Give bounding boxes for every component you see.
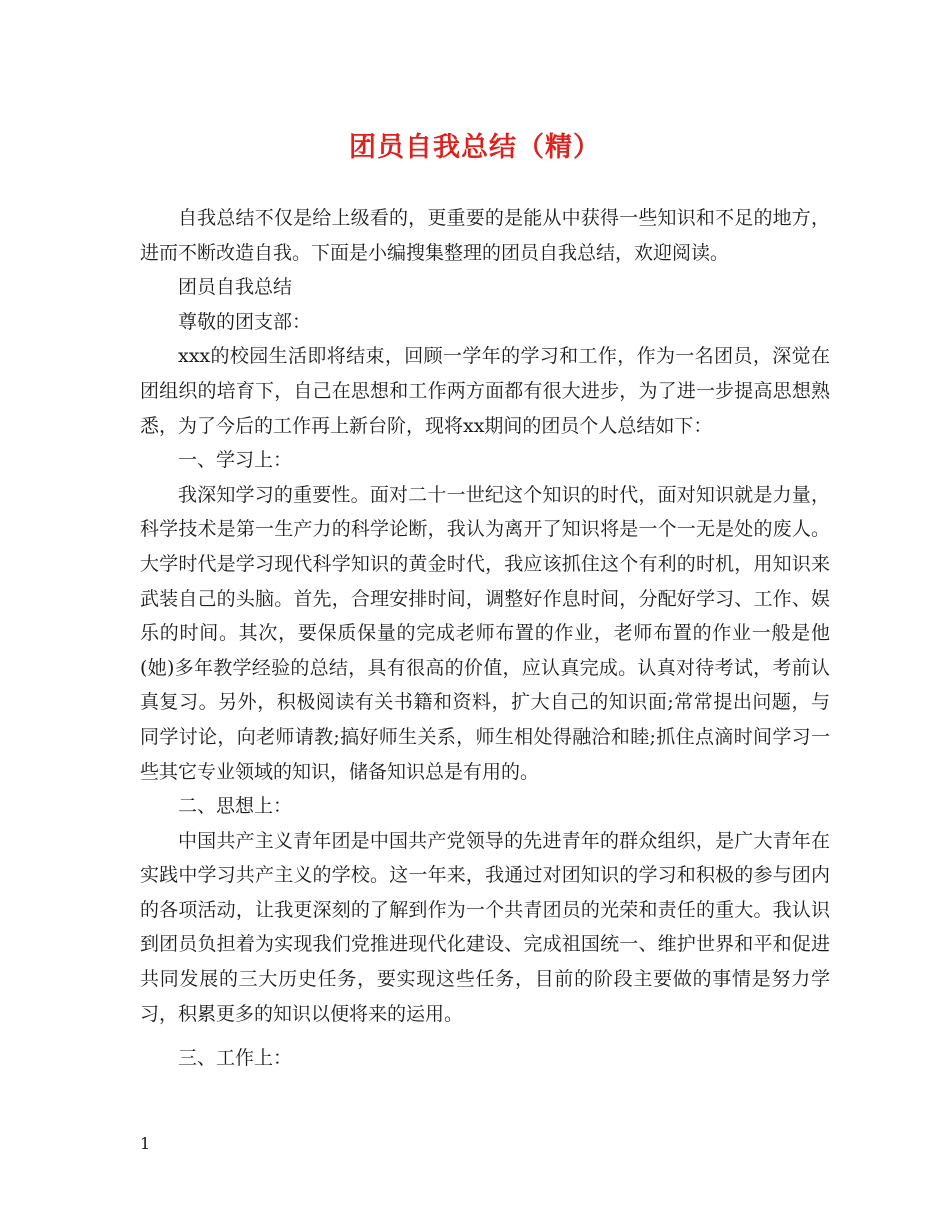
paragraph-study: 我深知学习的重要性。面对二十一世纪这个知识的时代，面对知识就是力量，科学技术是第一生产力的科学论断，我认为离开了知识将是一个一无是处的废人。大学时代是学习现代科学知识的黄金时代，我应该抓住这个有利的时机，用知识来武装自己的头脑。首先，合理安排时间，调整好作息时间，分配好学习、工作、娱乐的时间。其次，要保质保量的完成老师布置的作业，老师布置的作业一般是他(她)多年教学经验的总结，具有很高的价值，应认真完成。认真对待考试，考前认真复习。另外，积极阅读有关书籍和资料，扩大自己的知识面;常常提出问题，与同学讨论，向老师请教;搞好师生关系，师生相处得融洽和睦;抓住点滴时间学习一些其它专业领域的知识，储备知识总是有用的。 bbox=[140, 483, 830, 783]
paragraph-gap bbox=[140, 1031, 830, 1041]
page-number: 1 bbox=[140, 1134, 151, 1153]
paragraph-opening: xxx的校园生活即将结束，回顾一学年的学习和工作，作为一名团员，深觉在团组织的培育下，自己在思想和工作两方面都有很大进步，为了进一步提高思想熟悉，为了今后的工作再上新台阶，现将xx期间的团员个人总结如下： bbox=[140, 345, 830, 437]
paragraph-intro: 自我总结不仅是给上级看的，更重要的是能从中获得一些知识和不足的地方，进而不断改造自我。下面是小编搜集整理的团员自我总结，欢迎阅读。 bbox=[140, 207, 830, 264]
section-heading-work: 三、工作上： bbox=[178, 1047, 293, 1070]
section-heading-thought: 二、思想上： bbox=[178, 795, 293, 818]
paragraph-thought: 中国共产主义青年团是中国共产党领导的先进青年的群众组织，是广大青年在实践中学习共产主义的学校。这一年来，我通过对团知识的学习和积极的参与团内的各项活动，让我更深刻的了解到作为一个共青团员的光荣和责任的重大。我认识到团员负担着为实现我们党推进现代化建设、完成祖国统一、维护世界和平和促进共同发展的三大历史任务，要实现这些任务，目前的阶段主要做的事情是努力学习，积累更多的知识以便将来的运用。 bbox=[140, 829, 830, 1025]
paragraph-salutation: 尊敬的团支部： bbox=[178, 310, 312, 333]
paragraph-subtitle: 团员自我总结 bbox=[178, 276, 293, 299]
document-body bbox=[140, 201, 830, 1076]
document-title: 团员自我总结（精） bbox=[349, 132, 601, 163]
section-heading-study: 一、学习上： bbox=[178, 449, 293, 472]
